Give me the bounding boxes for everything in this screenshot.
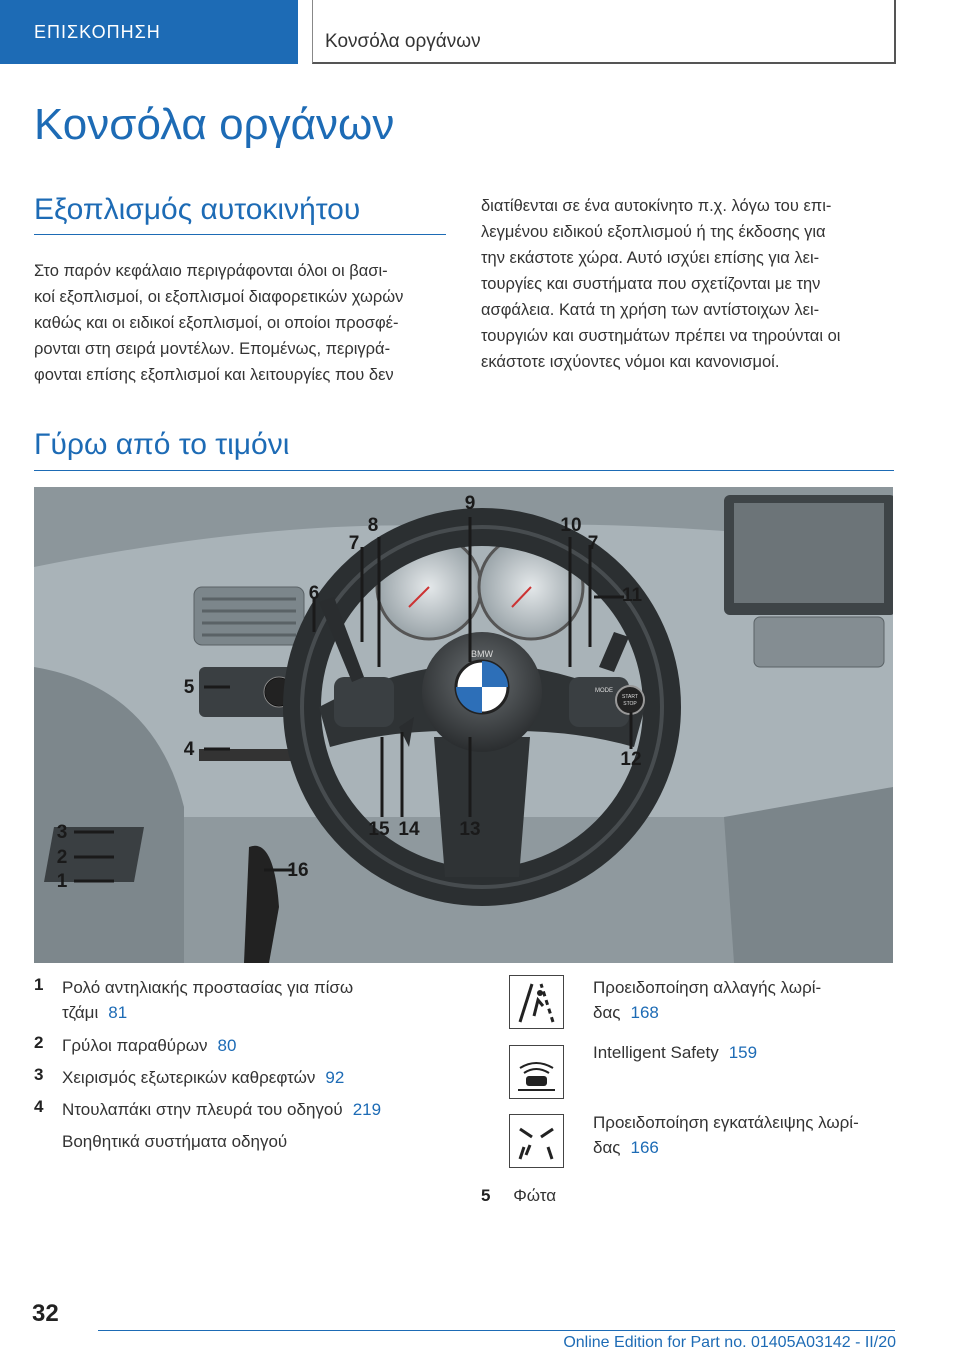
- section-title-equipment: Εξοπλισμός αυτοκινήτου: [34, 193, 361, 226]
- page-link[interactable]: 80: [217, 1036, 237, 1055]
- section-title-steering-wheel: Γύρω από το τιμόνι: [34, 428, 290, 461]
- callout-13: 13: [459, 819, 481, 840]
- callout-4: 4: [183, 739, 195, 760]
- intro-column-2: διατίθενται σε ένα αυτοκίνητο π.χ. λόγω του επι‐ λεγμένου ειδικού εξοπλισμού ή της έκδοσης για την εκάστοτε χώρα. Αυτό ισχύει επίσης για λει‐ τουργίες και συστήματα που σχετίζονται με την ασφάλεια. Κατά τη χρήση των αντίστοιχων λει‐ τουργιών και συστημάτων πρέπει να τηρούνται οι εκάστοτε ισχύοντες νόμοι και κανονισμοί.: [481, 197, 841, 371]
- lane-departure-warning-icon: [509, 1114, 564, 1168]
- section-rule: [34, 234, 446, 235]
- page-link[interactable]: 219: [352, 1100, 382, 1119]
- legend-item-5: 5 Φώτα: [481, 1186, 557, 1205]
- header-section-label: Κονσόλα οργάνων: [312, 0, 896, 64]
- callout-8: 8: [367, 515, 379, 536]
- list-item: Προειδοποίηση εγκατάλειψης λωρί‐ δας 166: [593, 1113, 859, 1157]
- callout-1: 1: [56, 871, 68, 892]
- bmw-badge-text: BMW: [471, 649, 493, 659]
- callout-3: 3: [56, 822, 68, 843]
- callout-10: 10: [560, 515, 582, 536]
- callout-5: 5: [183, 677, 195, 698]
- intelligent-safety-icon: [509, 1045, 564, 1099]
- page-link[interactable]: 166: [630, 1138, 659, 1157]
- callout-2: 2: [56, 847, 68, 868]
- page-number: 32: [32, 1300, 59, 1327]
- start-button-text: START: [622, 694, 638, 700]
- callout-16: 16: [287, 860, 309, 881]
- callout-9: 9: [464, 493, 476, 514]
- callout-11: 11: [621, 585, 643, 606]
- page-title: Κονσόλα οργάνων: [34, 100, 395, 149]
- list-item: Intelligent Safety 159: [593, 1043, 758, 1062]
- mode-button-text: MODE: [595, 688, 613, 694]
- footer-rule: [98, 1330, 895, 1331]
- legend-left: 1 Ρολό αντηλιακής προστασίας για πίσω τζάμι 81 2 Γρύλοι παραθύρων 80 3 Χειρισμός εξωτερικών καθρεφτών 92 4 Ντουλαπάκι στην πλευρά του οδηγού 219 Βοηθητικά συστήματα οδηγού: [34, 975, 382, 1151]
- callout-12: 12: [620, 749, 642, 770]
- list-item: Προειδοποίηση αλλαγής λωρί‐ δας 168: [593, 978, 822, 1022]
- header-tab-overview[interactable]: ΕΠΙΣΚΟΠΗΣΗ: [0, 0, 298, 64]
- callout-15: 15: [368, 819, 390, 840]
- section-rule: [34, 470, 894, 471]
- footer-edition: Online Edition for Part no. 01405A03142 - II/20: [563, 1334, 896, 1351]
- page-link[interactable]: 168: [630, 1003, 659, 1022]
- steering-wheel-figure: [34, 487, 893, 963]
- callout-14: 14: [398, 819, 420, 840]
- page-link[interactable]: 159: [728, 1043, 758, 1062]
- page-link[interactable]: 81: [108, 1003, 128, 1022]
- stop-button-text: STOP: [623, 701, 637, 707]
- callout-7-left: 7: [348, 533, 360, 554]
- callout-6: 6: [308, 583, 320, 604]
- callout-7-right: 7: [587, 533, 599, 554]
- lane-change-warning-icon: [509, 975, 564, 1029]
- page-link[interactable]: 92: [325, 1068, 345, 1087]
- intro-column-1: Στο παρόν κεφάλαιο περιγράφονται όλοι οι βασι‐ κοί εξοπλισμοί, οι εξοπλισμοί διαφορετικών χωρών καθώς και οι ειδικοί εξοπλισμοί, οι οποίοι προσφέ‐ ρονται στη σειρά μοντέλων. Επομένως, περιγρά‐ φονται επίσης εξοπλισμοί και λειτουργίες που δεν: [34, 262, 404, 384]
